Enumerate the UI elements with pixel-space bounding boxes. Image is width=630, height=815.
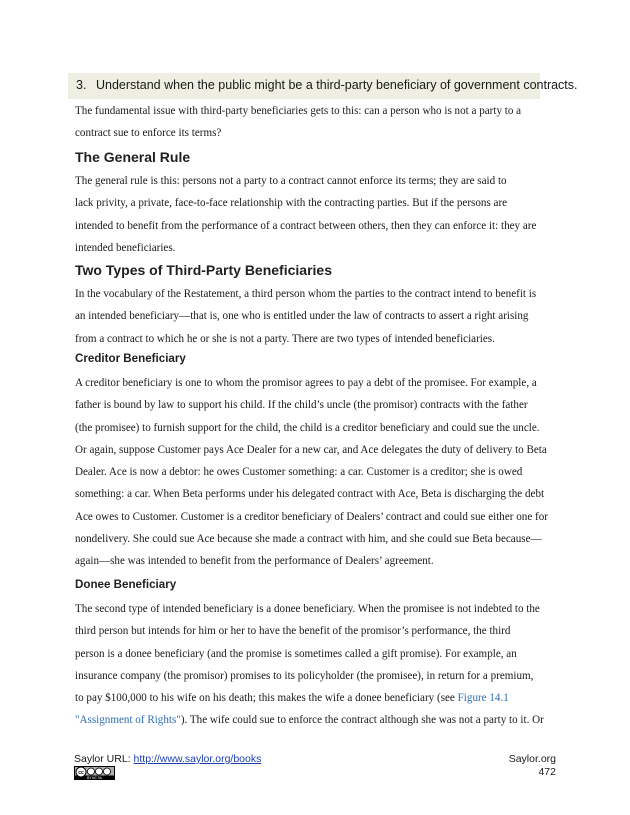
text-line: lack privity, a private, face-to-face relationship with the contracting parties. But if the persons are [75,197,508,210]
text-line: third person but intends for him or her to have the benefit of the promisor’s performance, the third [75,625,511,638]
footer-site: Saylor.org [508,753,556,765]
text-line: nondelivery. She could sue Ace because she made a contract with him, and she could sue Beta because— [75,533,542,546]
creditor-paragraph [75,372,555,573]
objective-number: 3. [76,78,87,92]
text-line: an intended beneficiary—that is, one who is entitled under the law of contracts to assert a right arising [75,310,529,323]
text-line: contract sue to enforce its terms? [75,127,222,140]
text-line: The second type of intended beneficiary is a donee beneficiary. When the promisee is not indebted to the [75,603,540,615]
text-line [75,687,555,709]
text-line: intended to benefit from the performance of a contract between others, then they can enforce it: they are [75,219,537,232]
text-line: The general rule is this: persons not a party to a contract cannot enforce its terms; they are said to [75,175,507,187]
heading-donee-beneficiary: Donee Beneficiary [75,578,177,591]
footer-source [74,753,261,765]
learning-objective [68,73,578,99]
two-types-paragraph [75,283,555,350]
heading-general-rule: The General Rule [75,149,191,165]
text-line: intended beneficiaries. [75,241,176,254]
heading-two-types: Two Types of Third-Party Beneficiaries [75,262,332,278]
text-line: Or again, suppose Customer pays Ace Dealer for a new car, and Ace delegates the duty of delivery to Beta [75,443,547,456]
footer-url-label: Saylor URL: [74,753,134,765]
text-line: insurance company (the promisor) promises to its policyholder (the promisee), in return for a premium, [75,669,534,682]
text-line: from a contract to which he or she is not a party. There are two types of intended beneficiaries. [75,332,495,345]
license-badge-text: BY NC SA [87,776,102,780]
intro-paragraph [75,100,555,145]
heading-creditor-beneficiary: Creditor Beneficiary [75,352,186,365]
footer-url-link[interactable]: http://www.saylor.org/books [133,753,262,765]
creative-commons-license-icon [74,766,115,780]
text-line: Ace owes to Customer. Customer is a creditor beneficiary of Dealers’ contract and could sue either one for [75,510,548,523]
general-rule-paragraph [75,170,555,259]
text-line: father is bound by law to support his child. If the child’s uncle (the promisor) contracts with the father [75,399,528,412]
donee-paragraph [75,598,555,732]
text-line: In the vocabulary of the Restatement, a third person whom the parties to the contract intend to benefit is [75,288,537,300]
svg-text:cc: cc [78,770,84,776]
text-line [75,709,555,731]
text-line: something: a car. When Beta performs under his delegated contract with Ace, Beta is discharging the debt [75,488,545,501]
page-number: 472 [538,766,556,778]
figure-title-link[interactable]: "Assignment of Rights" [75,714,181,727]
text-line: (the promisee) to furnish support for the child, the child is a creditor beneficiary and could sue the uncle. [75,421,540,434]
text-line: person is a donee beneficiary (and the promise is sometimes called a gift promise). For example, an [75,647,517,660]
text-line: A creditor beneficiary is one to whom the promisor agrees to pay a debt of the promisee. For example, a [75,377,537,389]
text-line: Dealer. Ace is now a debtor: he owes Customer something: a car. Customer is a creditor; she is owed [75,466,523,479]
text-segment: ). The wife could sue to enforce the contract although she was not a party to it. Or [180,714,544,727]
text-segment: to pay $100,000 to his wife on his death; this makes the wife a donee beneficiary (see [75,692,458,705]
text-line: The fundamental issue with third-party beneficiaries gets to this: can a person who is not a party to a [75,105,522,117]
figure-link[interactable]: Figure 14.1 [457,692,509,705]
text-line: again—she was intended to benefit from the performance of Dealers’ agreement. [75,555,434,568]
objective-text: Understand when the public might be a third-party beneficiary of government contracts. [96,78,578,92]
